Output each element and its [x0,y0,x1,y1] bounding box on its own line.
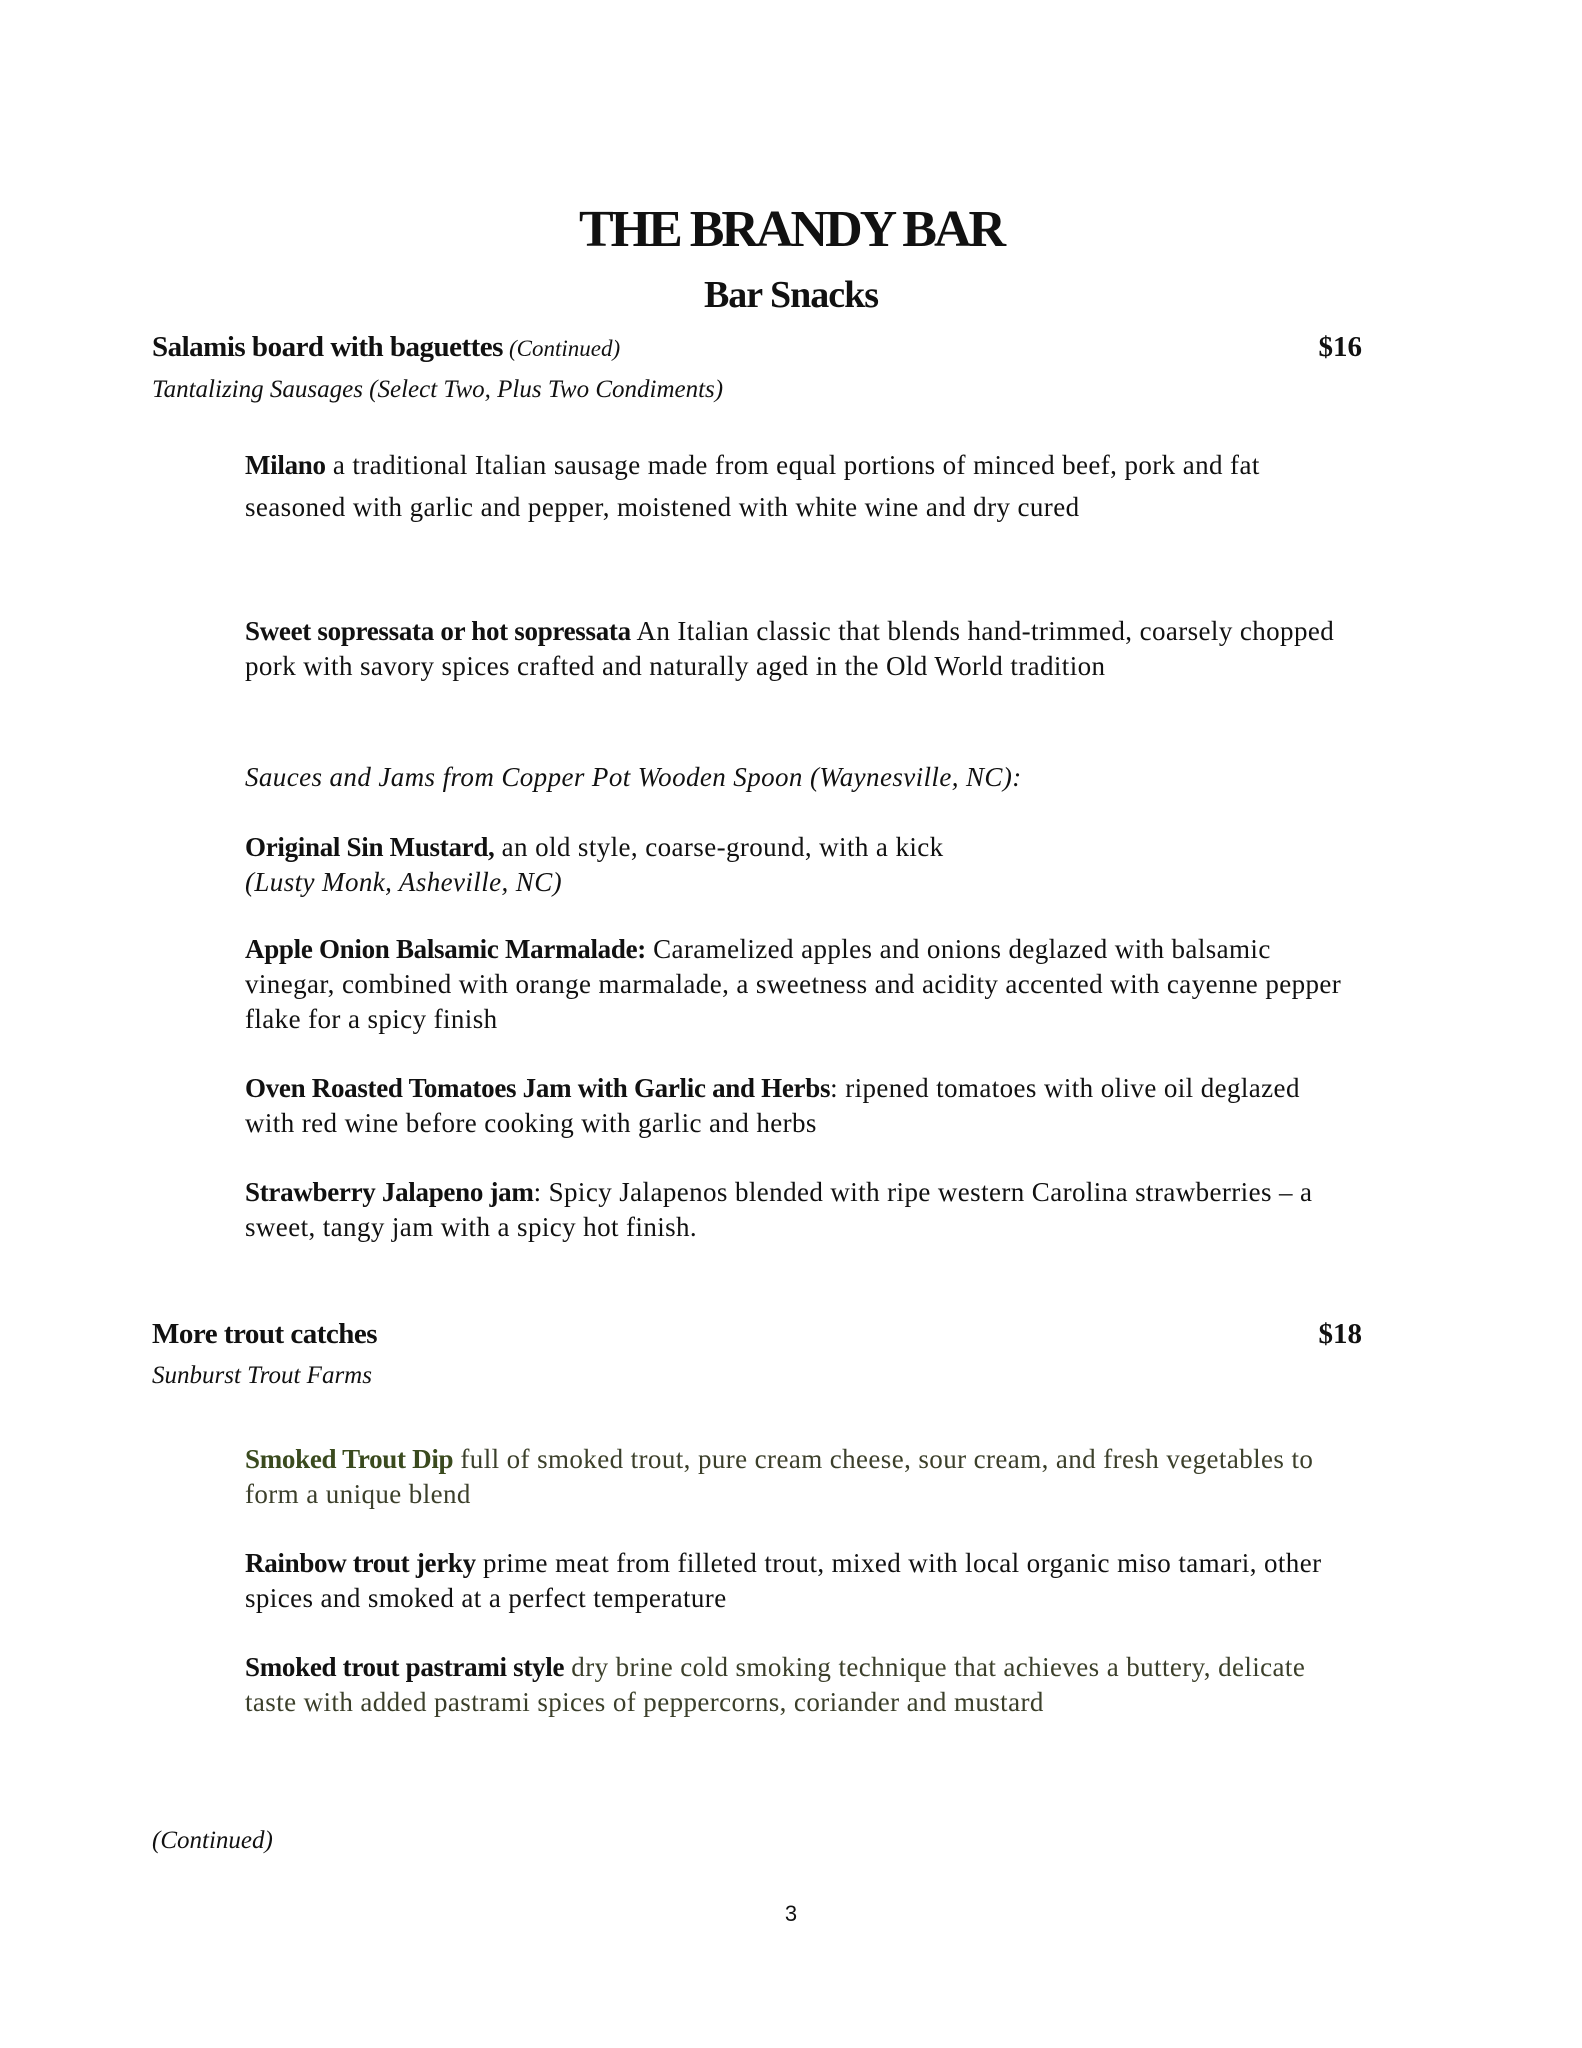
section-price: $16 [1318,331,1362,363]
section-subtitle: Sunburst Trout Farms [152,1362,372,1389]
page-title: THE BRANDY BAR [578,201,1004,258]
section-note: (Continued) [508,336,621,361]
section-header-trout [152,1316,1362,1352]
item-description: prime meat from filleted trout, mixed with local organic miso tamari, other spices and smoked at a perfect temperature [245,1548,1322,1613]
page-number: 3 [784,1901,798,1926]
item-name: Smoked Trout Dip [245,1444,454,1474]
item-name: Smoked trout pastrami style [245,1652,565,1682]
item-source: (Lusty Monk, Asheville, NC) [245,867,563,897]
item-description: an old style, coarse-ground, with a kick [494,832,944,862]
item-description: Caramelized apples and onions deglazed with balsamic vinegar, combined with orange marmalade, a sweetness and acidity accented with cayenne pepper flake for a spicy finish [245,934,1342,1034]
item-name: Original Sin Mustard, [245,832,495,862]
section-header-salamis [152,329,1362,367]
item-name: Sweet sopressata or hot sopressata [245,616,631,646]
item-description: dry brine cold smoking technique that achieves a buttery, delicate taste with added pastrami spices of peppercorns, coriander and mustard [245,1652,1306,1717]
menu-item-marmalade [245,932,1345,1037]
item-name: Oven Roasted Tomatoes Jam with Garlic and Herbs [245,1073,831,1103]
section-price: $18 [1318,1318,1362,1350]
menu-item-mustard [245,830,1345,900]
item-description: : ripened tomatoes with olive oil deglazed with red wine before cooking with garlic and herbs [245,1073,1300,1138]
sauces-heading: Sauces and Jams from Copper Pot Wooden Spoon (Waynesville, NC): [245,762,1022,792]
menu-item-trout-dip [245,1442,1345,1512]
section-name: Salamis board with baguettes [152,331,503,363]
item-description: a traditional Italian sausage made from equal portions of minced beef, pork and fat seasoned with garlic and pepper, moistened with white wine and dry cured [245,450,1260,522]
menu-item-trout-jerky [245,1546,1345,1616]
item-description: : Spicy Jalapenos blended with ripe western Carolina strawberries – a sweet, tangy jam with a spicy hot finish. [245,1177,1313,1242]
menu-item-milano [245,444,1345,528]
item-name: Milano [245,450,326,480]
menu-item-sopressata [245,614,1345,684]
item-description: full of smoked trout, pure cream cheese, sour cream, and fresh vegetables to form a unique blend [245,1444,1314,1509]
page-subtitle: Bar Snacks [703,274,879,316]
item-name: Rainbow trout jerky [245,1548,476,1578]
menu-item-tomato-jam [245,1071,1345,1141]
item-name: Apple Onion Balsamic Marmalade: [245,934,646,964]
menu-item-strawberry-jam [245,1175,1345,1245]
menu-item-trout-pastrami [245,1650,1345,1720]
section-subtitle: Tantalizing Sausages (Select Two, Plus Two Condiments) [152,376,724,403]
continued-note: (Continued) [152,1827,273,1854]
item-name: Strawberry Jalapeno jam [245,1177,534,1207]
section-name: More trout catches [152,1318,378,1350]
item-description: An Italian classic that blends hand-trimmed, coarsely chopped pork with savory spices crafted and naturally aged in the Old World tradition [245,616,1335,681]
